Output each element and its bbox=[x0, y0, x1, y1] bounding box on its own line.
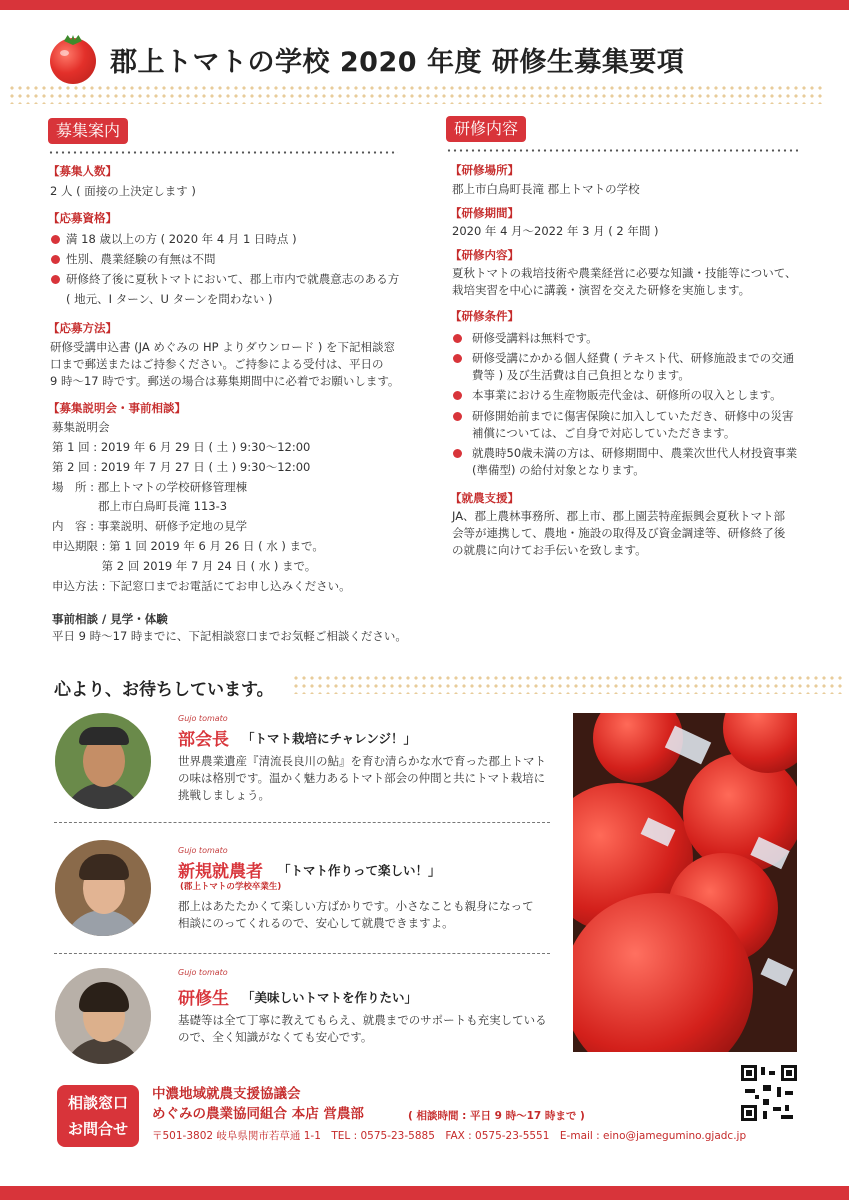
briefing-line: 申込期限 : 第 1 回 2019 年 6 月 26 日 ( 水 ) まで。 bbox=[52, 539, 324, 553]
training-content-tag: 【研修内容】 bbox=[450, 248, 519, 262]
recruit-number-text: 2 人 ( 面接の上決定します ) bbox=[50, 184, 196, 198]
footer-hours: ( 相談時間 : 平日 9 時〜17 時まで ) bbox=[408, 1110, 585, 1122]
cond-line: 就農時50歳未満の方は、研修期間中、農業次世代人材投資事業 bbox=[472, 446, 798, 460]
support-line: 会等が連携して、農地・施設の取得及び資金調達等、研修終了後 bbox=[452, 526, 786, 540]
training-rule bbox=[446, 149, 798, 152]
tomato-icon bbox=[50, 38, 96, 84]
qual-item: 性別、農業経験の有無は不問 bbox=[66, 252, 216, 266]
cond-line: 費等 ) 及び生活費は自己負担となります。 bbox=[472, 368, 690, 382]
training-content-line: 栽培実習を中心に講義・演習を交えた研修を実施します。 bbox=[452, 283, 751, 297]
method-line: 9 時〜17 時です。郵送の場合は募集期間中に必着でお願いします。 bbox=[50, 374, 400, 388]
recruit-qual-tag: 【応募資格】 bbox=[48, 211, 117, 225]
gujo-tomato-logo: Gujo tomato bbox=[178, 714, 228, 723]
training-heading: 研修内容 bbox=[446, 116, 526, 142]
consult-box-line: お問合せ bbox=[67, 1120, 128, 1138]
tomato-photo bbox=[573, 713, 797, 1052]
bullet-icon bbox=[51, 255, 60, 264]
person-role: 研修生 bbox=[178, 989, 229, 1009]
training-support-tag: 【就農支援】 bbox=[450, 491, 519, 505]
welcome-dot-band bbox=[292, 674, 842, 694]
training-cond-tag: 【研修条件】 bbox=[450, 309, 519, 323]
person-role: 新規就農者 bbox=[178, 862, 263, 882]
consult-text: 平日 9 時〜17 時までに、下記相談窓口までお気軽ご相談ください。 bbox=[52, 629, 407, 643]
training-period-tag: 【研修期間】 bbox=[450, 206, 519, 220]
training-content-line: 夏秋トマトの栽培技術や農業経営に必要な知識・技能等について、 bbox=[452, 266, 797, 280]
briefing-line: 申込方法 : 下記窓口までお電話にてお申し込みください。 bbox=[52, 579, 351, 593]
training-place-text: 郡上市白鳥町長滝 郡上トマトの学校 bbox=[452, 182, 640, 196]
recruit-heading: 募集案内 bbox=[48, 118, 128, 144]
cond-line: (準備型) の給付対象となります。 bbox=[472, 463, 645, 477]
cond-line: 研修受講料は無料です。 bbox=[472, 331, 598, 345]
recruit-rule bbox=[48, 151, 398, 154]
qual-item: 研修終了後に夏秋トマトにおいて、郡上市内で就農意志のある方 bbox=[66, 272, 400, 286]
avatar-shinki-shunousha bbox=[55, 840, 151, 936]
cond-line: 本事業における生産物販売代金は、研修所の収入とします。 bbox=[472, 388, 782, 402]
training-period-text: 2020 年 4 月〜2022 年 3 月 ( 2 年間 ) bbox=[452, 224, 659, 238]
footer-org1: 中濃地域就農支援協議会 bbox=[152, 1086, 301, 1102]
consult-heading: 事前相談 / 見学・体験 bbox=[52, 612, 168, 626]
bullet-icon bbox=[51, 235, 60, 244]
avatar-kenshusei bbox=[55, 968, 151, 1064]
briefing-line: 場 所 : 郡上トマトの学校研修管理棟 bbox=[52, 480, 248, 494]
divider bbox=[54, 953, 550, 954]
briefing-line: 第 1 回 : 2019 年 6 月 29 日 ( 土 ) 9:30〜12:00 bbox=[52, 440, 311, 454]
person-text: 相談にのってくれるので、安心して就農できますよ。 bbox=[178, 916, 454, 930]
bullet-icon bbox=[453, 354, 462, 363]
person-quote: 「美味しいトマトを作りたい」 bbox=[242, 990, 418, 1005]
person-text: 郡上はあたたかくて楽しい方ばかりです。小さなことも親身になって bbox=[178, 899, 534, 913]
cond-line: 研修開始前までに傷害保険に加入していただき、研修中の災害 bbox=[472, 409, 794, 423]
briefing-line: 第 2 回 2019 年 7 月 24 日 ( 水 ) まで。 bbox=[52, 559, 317, 573]
briefing-heading: 募集説明会 bbox=[52, 420, 110, 434]
briefing-line: 内 容 : 事業説明、研修予定地の見学 bbox=[52, 519, 248, 533]
person-text: ので、全く知識がなくても安心です。 bbox=[178, 1030, 373, 1044]
footer-org2: めぐみの農業協同組合 本店 営農部 bbox=[152, 1106, 364, 1122]
recruit-method-tag: 【応募方法】 bbox=[48, 321, 117, 335]
person-role: 部会長 bbox=[178, 730, 229, 750]
support-line: の就農に向けてお手伝いを致します。 bbox=[452, 543, 647, 557]
recruit-briefing-tag: 【募集説明会・事前相談】 bbox=[48, 401, 186, 415]
bullet-icon bbox=[51, 275, 60, 284]
top-red-bar bbox=[0, 0, 849, 10]
cond-line: 補償については、ご自身で対応していただきます。 bbox=[472, 426, 736, 440]
gujo-tomato-logo: Gujo tomato bbox=[178, 968, 228, 977]
person-sub: (郡上トマトの学校卒業生) bbox=[180, 882, 282, 892]
page-title: 郡上トマトの学校 2020 年度 研修生募集要項 bbox=[110, 47, 685, 78]
bottom-red-bar bbox=[0, 1186, 849, 1200]
consult-window-badge bbox=[57, 1085, 139, 1147]
briefing-line: 郡上市白鳥町長滝 113-3 bbox=[52, 499, 228, 513]
footer-address: 〒501-3802 岐阜県関市若草通 1-1 TEL : 0575-23-5885 FAX : 0575-23-5551 E-mail : eino@jamegumino.gjadc.jp bbox=[152, 1130, 747, 1142]
person-text: 世界農業遺産『清流長良川の鮎』を育む清らかな水で育った郡上トマト bbox=[178, 754, 546, 768]
support-line: JA、郡上農林事務所、郡上市、郡上園芸特産振興会夏秋トマト部 bbox=[452, 509, 786, 523]
training-place-tag: 【研修場所】 bbox=[450, 163, 519, 177]
qual-item: 満 18 歳以上の方 ( 2020 年 4 月 1 日時点 ) bbox=[66, 232, 297, 246]
bullet-icon bbox=[453, 449, 462, 458]
person-quote: 「トマト作りって楽しい！」 bbox=[278, 863, 441, 878]
bullet-icon bbox=[453, 391, 462, 400]
person-quote: 「トマト栽培にチャレンジ！」 bbox=[242, 731, 417, 746]
consult-box-line: 相談窓口 bbox=[67, 1094, 128, 1112]
title-dot-band bbox=[8, 84, 823, 104]
method-line: 研修受講申込書 (JA めぐみの HP よりダウンロード ) を下記相談窓 bbox=[50, 340, 396, 354]
divider bbox=[54, 822, 550, 823]
person-text: 挑戦しましょう。 bbox=[178, 788, 270, 802]
welcome-heading: 心より、お待ちしています。 bbox=[54, 680, 274, 700]
bullet-icon bbox=[453, 334, 462, 343]
gujo-tomato-logo: Gujo tomato bbox=[178, 846, 228, 855]
person-text: の味は格別です。温かく魅力あるトマト部会の仲間と共にトマト栽培に bbox=[178, 771, 546, 785]
cond-line: 研修受講にかかる個人経費 ( テキスト代、研修施設までの交通 bbox=[472, 351, 795, 365]
avatar-bukaicho bbox=[55, 713, 151, 809]
qr-code-icon bbox=[741, 1065, 797, 1121]
briefing-line: 第 2 回 : 2019 年 7 月 27 日 ( 土 ) 9:30〜12:00 bbox=[52, 460, 311, 474]
recruit-number-tag: 【募集人数】 bbox=[48, 164, 117, 178]
qual-item-continuation: ( 地元、I ターン、U ターンを問わない ) bbox=[66, 292, 273, 306]
bullet-icon bbox=[453, 412, 462, 421]
method-line: 口まで郵送またはご持参ください。ご持参による受付は、平日の bbox=[50, 357, 384, 371]
person-text: 基礎等は全て丁寧に教えてもらえ、就農までのサポートも充実している bbox=[178, 1013, 547, 1027]
